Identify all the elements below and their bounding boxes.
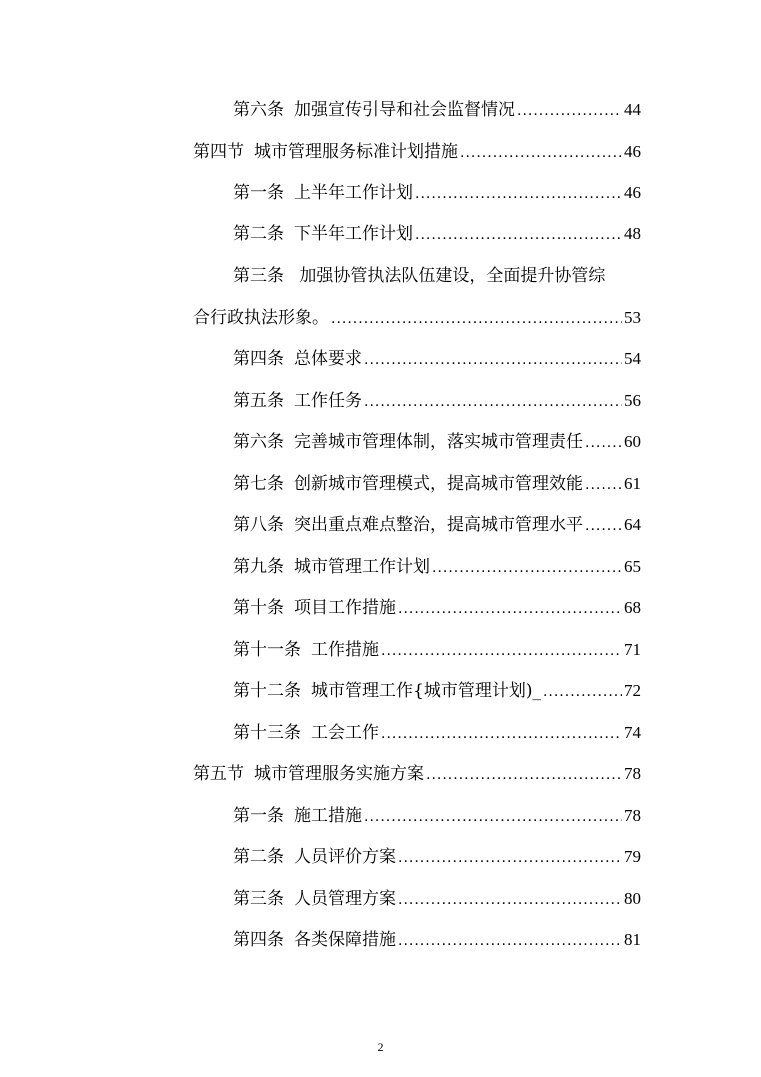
toc-entry-label: 第五条	[233, 391, 284, 411]
toc-entry-label: 第十二条	[233, 681, 301, 701]
toc-entry[interactable]	[233, 98, 641, 122]
toc-entry-label: 第二条	[233, 224, 284, 244]
toc-entry-page: 80	[624, 889, 641, 908]
toc-leader-dots	[364, 390, 622, 414]
toc-entry-title: 各类保障措施	[294, 930, 396, 950]
toc-entry[interactable]	[233, 845, 641, 869]
toc-leader-dots	[543, 680, 622, 704]
toc-entry-title: 城市管理服务实施方案	[254, 764, 424, 784]
toc-entry-label: 第九条	[233, 557, 284, 577]
toc-entry-wrapped[interactable]	[233, 264, 641, 288]
toc-leader-dots	[398, 929, 622, 953]
toc-entry-page: 44	[624, 100, 641, 119]
toc-entry-title: 工作任务	[294, 391, 362, 411]
toc-entry-label: 第一条	[233, 806, 284, 826]
toc-leader-dots	[364, 348, 622, 372]
page-number: 2	[377, 1040, 384, 1054]
toc-entry[interactable]	[233, 804, 641, 828]
toc-entry-label: 第二条	[233, 847, 284, 867]
toc-entry-label: 第六条	[233, 100, 284, 120]
toc-entry-label: 第十一条	[233, 640, 301, 660]
toc-leader-dots	[398, 597, 622, 621]
toc-leader-dots	[381, 639, 622, 663]
toc-entry-label: 第一条	[233, 183, 284, 203]
toc-entry[interactable]	[233, 181, 641, 205]
toc-entry-page: 74	[624, 723, 641, 742]
toc-leader-dots	[381, 722, 622, 746]
toc-entry[interactable]	[233, 347, 641, 371]
toc-entry[interactable]	[233, 638, 641, 662]
toc-entry[interactable]	[233, 596, 641, 620]
toc-entry-label: 第三条	[233, 266, 284, 286]
toc-entry[interactable]	[233, 513, 641, 537]
toc-entry-label: 第五节	[193, 764, 244, 784]
toc-entry-label: 第三条	[233, 889, 284, 909]
toc-leader-dots	[398, 888, 622, 912]
toc-leader-dots	[364, 805, 622, 829]
toc-leader-dots	[517, 99, 622, 123]
toc-entry-page: 78	[624, 764, 641, 783]
toc-entry-page: 79	[624, 847, 641, 866]
toc-entry[interactable]	[233, 928, 641, 952]
toc-entry-label: 第八条	[233, 515, 284, 535]
toc-entry[interactable]	[233, 472, 641, 496]
toc-entry-title: 工会工作	[311, 723, 379, 743]
toc-entry-title: 人员评价方案	[294, 847, 396, 867]
toc-entry[interactable]	[233, 721, 641, 745]
toc-entry[interactable]	[193, 140, 641, 164]
toc-entry-page: 72	[624, 681, 641, 700]
toc-entry[interactable]	[193, 762, 641, 786]
toc-entry-title: 创新城市管理模式，提高城市管理效能	[294, 474, 583, 494]
toc-entry-page: 68	[624, 598, 641, 617]
toc-entry-label: 第十三条	[233, 723, 301, 743]
toc-leader-dots	[426, 763, 622, 787]
toc-leader-dots	[460, 141, 622, 165]
toc-entry-title: 加强宣传引导和社会监督情况	[294, 100, 515, 120]
toc-entry-title: 工作措施	[311, 640, 379, 660]
toc-entry[interactable]	[233, 389, 641, 413]
toc-entry[interactable]	[233, 555, 641, 579]
toc-entry-continuation[interactable]	[193, 306, 641, 330]
toc-entry-title: 完善城市管理体制，落实城市管理责任	[294, 432, 583, 452]
toc-entry[interactable]	[233, 430, 641, 454]
toc-entry-title: 上半年工作计划	[294, 183, 413, 203]
toc-entry-page: 60	[624, 432, 641, 451]
toc-entry-page: 46	[624, 183, 641, 202]
toc-leader-dots	[415, 223, 622, 247]
toc-leader-dots	[585, 473, 622, 497]
toc-entry-label: 第六条	[233, 432, 284, 452]
toc-entry-page: 64	[624, 515, 641, 534]
toc-entry-title: 项目工作措施	[294, 598, 396, 618]
toc-entry-label: 第四条	[233, 349, 284, 369]
toc-entry-page: 56	[624, 391, 641, 410]
toc-entry-page: 53	[624, 308, 641, 327]
toc-entry[interactable]	[233, 887, 641, 911]
toc-entry-title: 人员管理方案	[294, 889, 396, 909]
toc-entry-page: 78	[624, 806, 641, 825]
toc-leader-dots	[331, 307, 622, 331]
toc-entry[interactable]	[233, 679, 641, 703]
toc-entry-label: 第十条	[233, 598, 284, 618]
toc-entry-label: 第四条	[233, 930, 284, 950]
toc-entry-label: 第七条	[233, 474, 284, 494]
toc-entry-title: 下半年工作计划	[294, 224, 413, 244]
toc-entry-label: 第四节	[193, 142, 244, 162]
toc-entry-page: 65	[624, 557, 641, 576]
toc-entry-page: 46	[624, 142, 641, 161]
toc-entry-title: 突出重点难点整治，提高城市管理水平	[294, 515, 583, 535]
toc-leader-dots	[585, 431, 622, 455]
toc-entry-page: 61	[624, 474, 641, 493]
toc-entry-title: 城市管理工作计划	[294, 557, 430, 577]
toc-leader-dots	[415, 182, 622, 206]
toc-leader-dots	[585, 514, 622, 538]
toc-leader-dots	[398, 846, 622, 870]
toc-entry-page: 71	[624, 640, 641, 659]
toc-entry[interactable]	[233, 222, 641, 246]
toc-entry-title-continued: 合行政执法形象。	[193, 308, 329, 328]
toc-entry-title: 加强协管执法队伍建设，全面提升协管综	[299, 266, 606, 286]
toc-entry-page: 48	[624, 224, 641, 243]
toc-entry-title: 施工措施	[294, 806, 362, 826]
toc-entry-page: 81	[624, 930, 641, 949]
toc-leader-dots	[432, 556, 622, 580]
toc-entry-title: 总体要求	[294, 349, 362, 369]
toc-entry-title: 城市管理工作{城市管理计划)_	[311, 681, 541, 701]
toc-entry-title: 城市管理服务标准计划措施	[254, 142, 458, 162]
toc-entry-page: 54	[624, 349, 641, 368]
